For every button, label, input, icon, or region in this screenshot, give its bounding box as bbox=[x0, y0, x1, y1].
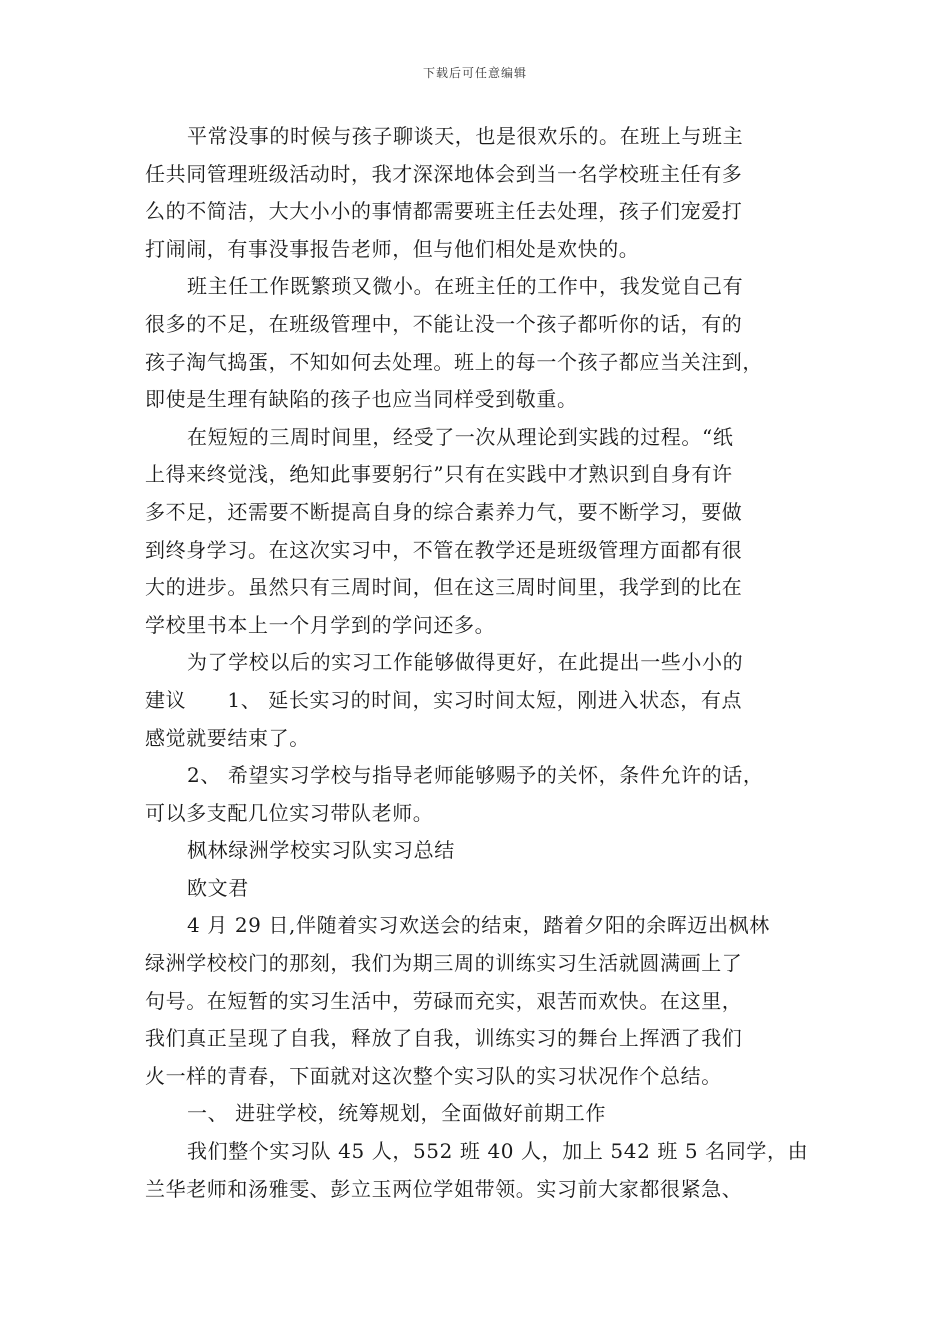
text-line: 绿洲学校校门的那刻，我们为期三周的训练实习生活就圆满画上了 bbox=[145, 951, 743, 976]
text-line: 我们整个实习队 45 人，552 班 40 人，加上 542 班 5 名同学，由 bbox=[187, 1139, 809, 1164]
text-line: 4 月 29 日,伴随着实习欢送会的结束，踏着夕阳的余晖迈出枫林 bbox=[187, 913, 770, 938]
text-line: 大的进步。虽然只有三周时间，但在这三周时间里，我学到的比在 bbox=[145, 575, 743, 600]
text-line: 句号。在短暂的实习生活中，劳碌而充实，艰苦而欢快。在这里， bbox=[145, 988, 743, 1013]
text-line: 可以多支配几位实习带队老师。 bbox=[145, 800, 434, 825]
text-line: 火一样的青春，下面就对这次整个实习队的实习状况作个总结。 bbox=[145, 1063, 722, 1088]
header-note: 下载后可任意编辑 bbox=[422, 66, 527, 80]
text-line: 很多的不足，在班级管理中，不能让没一个孩子都听你的话，有的 bbox=[145, 311, 743, 336]
text-line: 任共同管理班级活动时，我才深深地体会到当一名学校班主任有多 bbox=[145, 161, 743, 186]
text-line: 枫林绿洲学校实习队实习总结 bbox=[187, 838, 455, 863]
text-line: 为了学校以后的实习工作能够做得更好，在此提出一些小小的 bbox=[187, 650, 744, 675]
text-line: 平常没事的时候与孩子聊谈天，也是很欢乐的。在班上与班主 bbox=[187, 124, 744, 148]
text-line: 孩子淘气捣蛋，不知如何去处理。班上的每一个孩子都应当关注到， bbox=[145, 349, 763, 374]
text-line: 多不足，还需要不断提高自身的综合素养力气，要不断学习，要做 bbox=[145, 499, 743, 524]
text-line: 即使是生理有缺陷的孩子也应当同样受到敬重。 bbox=[145, 387, 578, 412]
document-body bbox=[145, 118, 810, 1208]
text-line: 建议 1、 延长实习的时间，实习时间太短，刚进入状态，有点 bbox=[145, 687, 743, 712]
text-line: 么的不简洁，大大小小的事情都需要班主任去处理，孩子们宠爱打 bbox=[145, 199, 743, 224]
text-line: 一、 进驻学校，统筹规划，全面做好前期工作 bbox=[187, 1101, 606, 1126]
text-line: 在短短的三周时间里，经受了一次从理论到实践的过程。“纸 bbox=[187, 424, 734, 449]
text-line: 到终身学习。在这次实习中，不管在教学还是班级管理方面都有很 bbox=[145, 537, 743, 562]
text-line: 班主任工作既繁琐又微小。在班主任的工作中，我发觉自己有 bbox=[187, 274, 744, 299]
text-line: 兰华老师和汤雅雯、彭立玉两位学姐带领。实习前大家都很紧急、 bbox=[145, 1176, 743, 1201]
text-line: 感觉就要结束了。 bbox=[145, 725, 310, 750]
text-line: 欧文君 bbox=[187, 875, 249, 900]
text-line: 2、 希望实习学校与指导老师能够赐予的关怀，条件允许的话， bbox=[187, 763, 764, 788]
text-line: 上得来终觉浅，绝知此事要躬行”只有在实践中才熟识到自身有许 bbox=[145, 462, 733, 487]
text-line: 打闹闹，有事没事报告老师，但与他们相处是欢快的。 bbox=[145, 236, 640, 261]
text-line: 学校里书本上一个月学到的学问还多。 bbox=[145, 612, 496, 637]
text-line: 我们真正呈现了自我，释放了自我，训练实习的舞台上挥洒了我们 bbox=[145, 1026, 743, 1051]
